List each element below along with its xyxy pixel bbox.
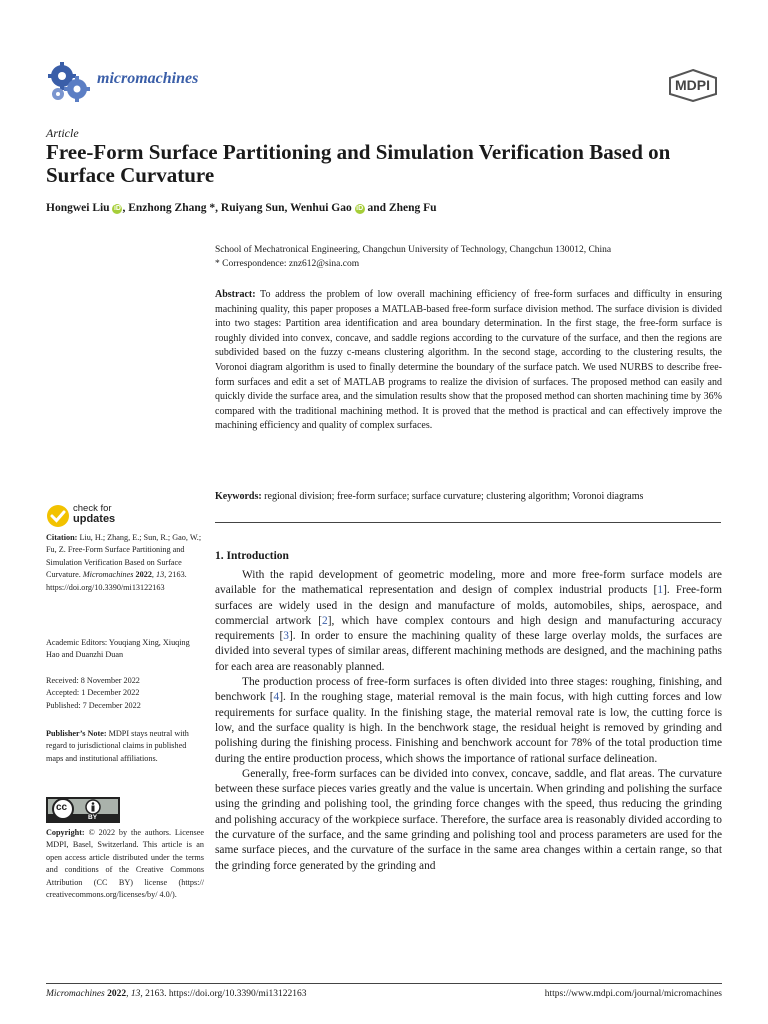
- citation-volume: 13: [156, 570, 165, 580]
- check-label: check for: [73, 503, 112, 514]
- publisher-note: [46, 728, 204, 765]
- keywords: [215, 490, 730, 504]
- copyright-label: Copyright:: [46, 828, 85, 837]
- updates-label: updates: [73, 513, 116, 525]
- author-name[interactable]: Ruiyang Sun: [220, 202, 285, 214]
- cc-by-license-badge[interactable]: [46, 797, 120, 823]
- text: The production process of free-form surfaces is often divided into three stages: roughing, finishing, and benchwork [: [215, 676, 722, 704]
- paragraph: [215, 568, 722, 675]
- citation-text: Liu, H.; Zhang, E.; Sun, R.; Gao, W.; Fu, Z. Free-Form Surface Partitioning and Simulation Verification Based on Surface Curvature.: [46, 533, 202, 580]
- published-date: Published: 7 December 2022: [46, 700, 141, 710]
- by-label: BY: [88, 814, 98, 821]
- academic-editors: Academic Editors: Youqiang Xing, Xiuqing Hao and Duanzhi Duan: [46, 638, 190, 660]
- accepted-date: Accepted: 1 December 2022: [46, 688, 140, 698]
- author-name[interactable]: Wenhui Gao: [290, 202, 352, 214]
- author-separator: and: [364, 202, 389, 214]
- author-list: [46, 202, 437, 214]
- footer-doi[interactable]: , 2163. https://doi.org/10.3390/mi13122163: [140, 989, 307, 999]
- author-separator: ,: [215, 202, 221, 214]
- orcid-icon[interactable]: iD: [113, 205, 121, 212]
- footer-divider: [46, 983, 722, 984]
- orcid-icon[interactable]: iD: [356, 205, 364, 212]
- author-separator: ,: [284, 202, 291, 214]
- publisher-name: MDPI: [675, 77, 710, 93]
- author-name[interactable]: Zheng Fu: [388, 202, 437, 214]
- check-updates-icon: [46, 504, 70, 528]
- publisher-note-text: MDPI stays neutral with regard to jurisdictional claims in published maps and institutional affiliations.: [46, 729, 189, 763]
- paragraph: [215, 675, 722, 767]
- affiliation-block: [215, 243, 735, 271]
- divider: [215, 522, 721, 523]
- footer-citation: Micromachines 2022, 13, 2163. https://doi.org/10.3390/mi13122163: [46, 989, 307, 999]
- text: ]. Free-form surfaces are widely used in the design and manufacture of molds, automobiles, ships, aerospace, and commercial artwork [: [215, 584, 722, 627]
- publisher-note-label: Publisher’s Note:: [46, 729, 107, 738]
- affiliation: School of Mechatronical Engineering, Changchun University of Technology, Changchun 130012, China: [215, 245, 612, 255]
- text: With the rapid development of geometric modeling, more and more free-form surface models are available for the mathematical representation and design of complex industrial products [: [215, 569, 722, 597]
- footer-year: 2022: [107, 989, 127, 999]
- citation-year: 2022: [135, 570, 152, 580]
- article-type: Article: [46, 126, 79, 140]
- section-heading: 1. Introduction: [215, 550, 289, 562]
- copyright-block: [46, 827, 204, 901]
- text: ]. In order to ensure the machining quality of these large overlay molds, the surfaces are divided into several types of similar areas, different machining methods are designed, and the machining paths for each area are reasonably planned.: [215, 630, 722, 673]
- text: ]. In the roughing stage, material removal is the main focus, with high cutting forces and low requirements for surface quality. In the finishing stage, the material removal rate is low, the cutting force is low, and the surface quality is high. In the benchwork stage, the residual height is removed by grinding and polishing during the finishing process. Finishing and benchwork account for 78% of the total production time during the entire production process, which shows the importance of rational surface delineation.: [215, 691, 722, 765]
- cc-label: cc: [56, 802, 68, 813]
- author-name[interactable]: Hongwei Liu: [46, 202, 110, 214]
- mdpi-logo: [666, 68, 720, 102]
- journal-name: micromachines: [97, 70, 199, 87]
- abstract-text: To address the problem of low overall machining efficiency of free-form surfaces and difficulty in ensuring machining quality, this paper proposes a MATLAB-based free-form surface division method. The surface division is divided into two stages: Partition area identification and area boundary determination. In the first stage, the free-form surface is roughly divided into convex, concave, and saddle regions according to the curvature of the surface, and then the regions are subdivided based on the fuzzy c-means clustering algorithm. In the second stage, according to the clustering results, the Voronoi diagram algorithm is used to finally determine the boundary of the surface patch. We used NURBS to describe free-form surfaces and edit a set of MATLAB programs to realize the division of surfaces. The proposed method can easily and quickly divide the surface area, and the simulation results show that the proposed method can shorten machining time by 36% compared with the traditional machining method. It is proved that the method is practical and can effectively improve the machining efficiency and quality of complex surfaces.: [215, 289, 722, 432]
- page-title: Free-Form Surface Partitioning and Simulation Verification Based on Surface Curvature: [46, 140, 671, 187]
- citation-journal: Micromachines: [82, 570, 134, 580]
- footer-volume: 13: [130, 989, 141, 999]
- author-name[interactable]: Enzhong Zhang *: [128, 202, 216, 214]
- citation-link[interactable]: 1: [657, 584, 664, 597]
- keywords-text: regional division; free-form surface; surface curvature; clustering algorithm; Voronoi diagrams: [264, 491, 644, 502]
- dates-block: [46, 675, 204, 712]
- citation-link[interactable]: 2: [322, 614, 328, 627]
- citation-doi[interactable]: , 2163. https://doi.org/10.3390/mi13122163: [46, 570, 187, 592]
- received-date: Received: 8 November 2022: [46, 676, 140, 685]
- paragraph: Generally, free-form surfaces can be divided into convex, concave, saddle, and flat areas. The curvature between these surface pieces varies greatly and the value is uncertain. When grinding and polishing the surface using the grinding and polishing tool, the grinding force changes with the speed, thus reducing the grinding and polishing accuracy of the workpiece surface. Therefore, the surface area is reasonably divided according to the curvature of the surface, and the same grinding and polishing tool and process parameters are used for the same surface pieces, and the curvature of the surface in the same area changes within a certain range, so that the grinding force generated by the grinding and: [215, 767, 722, 872]
- citation-link[interactable]: 3: [283, 630, 289, 643]
- abstract-label: Abstract:: [215, 289, 256, 300]
- citation-label: Citation:: [46, 533, 78, 542]
- abstract: [215, 288, 722, 434]
- footer-journal-url[interactable]: https://www.mdpi.com/journal/micromachines: [544, 989, 722, 999]
- introduction-body: [215, 568, 722, 874]
- correspondence: * Correspondence: znz612@sina.com: [215, 259, 360, 269]
- author-separator: ,: [122, 202, 129, 214]
- check-for-updates-button[interactable]: [46, 503, 136, 529]
- citation-link[interactable]: 4: [273, 691, 280, 704]
- footer-journal: Micromachines: [46, 989, 105, 999]
- text: ], which have complex contours and high design and manufacturing accuracy requirements [: [215, 614, 722, 643]
- citation-block: Citation: Liu, H.; Zhang, E.; Sun, R.; Gao, W.; Fu, Z. Free-Form Surface Partitioning and Simulation Verification Based on Surface Curvature. Micromachines 2022, 13, 2163. https://doi.org/10.3390/mi13122163: [46, 533, 202, 592]
- copyright-text: © 2022 by the authors. Licensee MDPI, Basel, Switzerland. This article is an open access article distributed under the terms and conditions of the Creative Commons Attribution (CC BY) license (https:// creativecommons.org/licenses/by/ 4.0/).: [46, 828, 205, 900]
- keywords-label: Keywords:: [215, 491, 262, 502]
- gears-icon: [46, 60, 92, 104]
